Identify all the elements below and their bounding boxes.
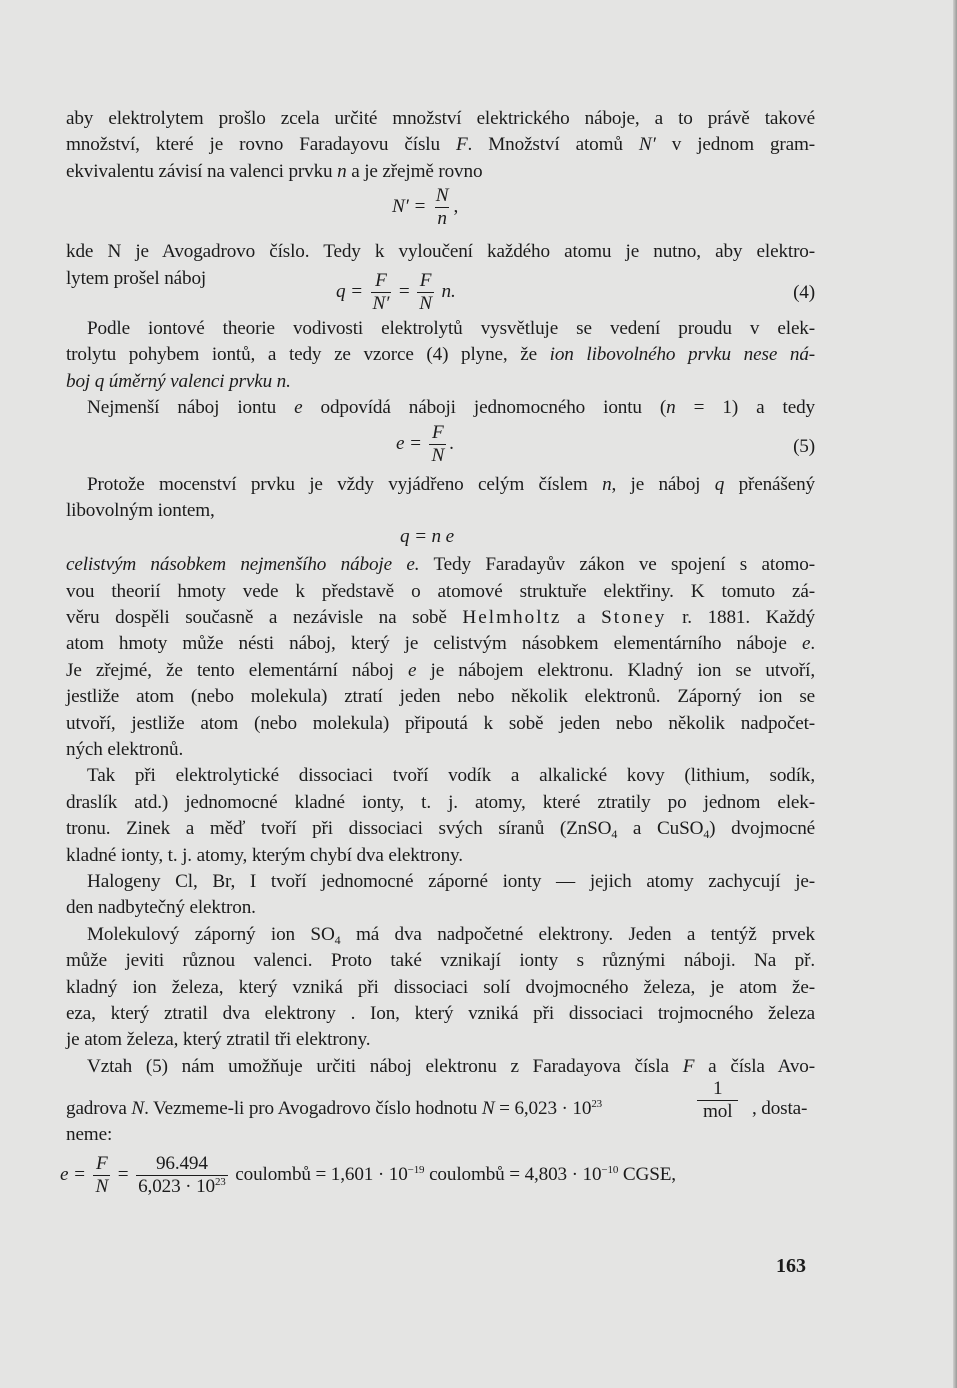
math-var: q bbox=[714, 473, 725, 495]
text-line: eza, který ztratil dva elektrony . Ion, který vzniká při dissociaci trojmocného železa bbox=[66, 1002, 815, 1024]
text-line: Halogeny Cl, Br, I tvoří jednomocné záporné ionty — jejich atomy zachycují je- bbox=[87, 870, 815, 892]
text-line bbox=[66, 552, 815, 578]
equals-sign: = bbox=[117, 1163, 129, 1185]
numerator: 96.494 bbox=[155, 1152, 208, 1174]
text-line: kladný ion železa, který vzniká při dissociaci solí dvojmocného železa, je atom že- bbox=[66, 976, 815, 998]
formula-text: q = n e bbox=[400, 526, 454, 548]
text-run: odpovídá náboji jednomocného iontu ( bbox=[302, 397, 667, 419]
text-line bbox=[66, 472, 815, 498]
text-run: r. 1881. Každý bbox=[666, 607, 815, 629]
subscript: 4 bbox=[334, 932, 341, 947]
text-run: . bbox=[810, 633, 815, 655]
text-run: coulombů = 1,601 · 10 bbox=[230, 1163, 408, 1185]
denominator: N bbox=[95, 1175, 109, 1197]
text-line: lytem prošel náboj bbox=[66, 267, 207, 289]
math-var: n bbox=[337, 160, 347, 182]
text-line bbox=[66, 159, 815, 185]
math-var: F bbox=[682, 1055, 695, 1077]
math-var: n bbox=[602, 473, 612, 495]
equals-sign: = bbox=[398, 280, 410, 302]
text-run: tronu. Zinek a měď tvoří při dissociaci svých síranů (ZnSO bbox=[66, 818, 612, 840]
text-line bbox=[66, 631, 815, 657]
text-run: Tedy Faradayův zákon ve spojení s atomo- bbox=[419, 554, 815, 576]
fraction bbox=[429, 422, 446, 467]
text-run: = 6,023 · 10 bbox=[494, 1098, 592, 1120]
subscript: 4 bbox=[703, 827, 710, 842]
text-run: , je náboj bbox=[611, 473, 715, 495]
text-line: vou theorií hmoty vede k představě o atomové struktuře elektřiny. K tomuto zá- bbox=[66, 580, 815, 602]
formula-n-prime bbox=[66, 185, 815, 239]
text-run: je nábojem elektronu. Kladný ion se utvoří, bbox=[416, 659, 815, 681]
text-line bbox=[66, 605, 815, 631]
formula-tail: . bbox=[449, 432, 454, 454]
text-line: ných elektronů. bbox=[66, 739, 184, 761]
denominator: mol bbox=[697, 1100, 738, 1123]
page-edge-shadow bbox=[953, 0, 957, 1388]
text-line: je atom železa, který ztratil tři elektrony. bbox=[66, 1029, 371, 1051]
formula-lhs: q = bbox=[336, 280, 363, 302]
text-line: Tak při elektrolytické dissociaci tvoří vodík a alkalické kovy (lithium, sodík, bbox=[87, 765, 815, 787]
math-var: N bbox=[481, 1098, 495, 1120]
text-run: má dva nadpočetné elektrony. Jeden a tentýž prvek bbox=[340, 923, 815, 945]
text-run: Molekulový záporný ion SO bbox=[87, 923, 335, 945]
math-var: e bbox=[407, 659, 417, 681]
math-var: N′ bbox=[638, 134, 656, 156]
text-line bbox=[66, 342, 815, 368]
numerator: F bbox=[96, 1152, 108, 1174]
text-line: Podle iontové theorie vodivosti elektrolytů vysvětluje se vedení proudu v elek- bbox=[87, 317, 815, 339]
text-run-group bbox=[66, 1096, 602, 1122]
formula-lhs: e = bbox=[396, 432, 422, 454]
text-line bbox=[66, 1054, 815, 1080]
text-line bbox=[66, 816, 815, 842]
fraction bbox=[371, 270, 392, 315]
text-run: množství, které je rovno Faradayovu číslu bbox=[66, 134, 456, 156]
text-line-with-fraction bbox=[66, 1078, 815, 1123]
text-run: Protože mocenství prvku je vždy vyjádřeno celým číslem bbox=[87, 473, 603, 495]
text-line: aby elektrolytem prošlo zcela určité množství elektrického náboje, a to právě takové bbox=[66, 108, 815, 129]
text-run: coulombů = 4,803 · 10 bbox=[424, 1163, 602, 1185]
text-line bbox=[66, 658, 815, 684]
text-line: draslík atd.) jednomocné kladné ionty, t. j. atomy, které ztratily po jednom elek- bbox=[66, 791, 815, 813]
superscript: 23 bbox=[591, 1098, 603, 1111]
text-run: gadrova bbox=[66, 1098, 132, 1120]
text-line: neme: bbox=[66, 1124, 113, 1146]
numerator: N bbox=[435, 185, 449, 207]
denominator: n bbox=[437, 208, 447, 230]
emphasis-text: celistvým násobkem nejmenšího náboje e. bbox=[66, 554, 420, 576]
text-run: atom hmoty může nésti náboj, který je celistvým násobkem elementárního náboje bbox=[66, 633, 802, 655]
text-line: utvoří, jestliže atom (nebo molekula) připoutá k sobě jeden nebo několik nadpočet- bbox=[66, 712, 815, 734]
superscript: −10 bbox=[601, 1163, 619, 1176]
text-run: Je zřejmé, že tento elementární náboj bbox=[66, 659, 408, 681]
emphasis-text: ion libovolného prvku nese ná- bbox=[549, 344, 815, 366]
text-line bbox=[66, 132, 815, 158]
text-run: , dosta- bbox=[752, 1098, 808, 1120]
text-run: 6,023 · 10 bbox=[138, 1175, 215, 1197]
text-run: . Množství atomů bbox=[467, 134, 639, 156]
fraction-per-mol bbox=[697, 1078, 738, 1123]
denominator: N bbox=[431, 444, 445, 466]
person-name: Stoney bbox=[601, 607, 667, 629]
math-var: F bbox=[455, 134, 468, 156]
text-line: kladné ionty, t. j. atomy, kterým chybí dva elektrony. bbox=[66, 844, 463, 866]
numerator: F bbox=[419, 269, 432, 291]
text-run: věru dospěli současně a nezávisle na sobě bbox=[66, 607, 463, 629]
fraction bbox=[136, 1153, 228, 1198]
person-name: Helmholtz bbox=[462, 607, 562, 629]
formula-lhs: N′ = bbox=[392, 196, 427, 218]
math-var: e bbox=[294, 397, 303, 419]
text-run: = 1) a tedy bbox=[675, 397, 815, 419]
text-run: Nejmenší náboj iontu bbox=[87, 397, 295, 419]
text-run: ekvivalentu závisí na valenci prvku bbox=[66, 160, 338, 182]
text-run: Vztah (5) nám umožňuje určiti náboj elektronu z Faradayova čísla bbox=[87, 1055, 683, 1077]
text-line: jestliže atom (nebo molekula) ztratí jeden nebo několik elektronů. Záporný ion se bbox=[66, 686, 815, 708]
equation-number: (4) bbox=[793, 281, 815, 303]
text-run: ) dvojmocné bbox=[709, 818, 816, 840]
math-var: e bbox=[801, 633, 811, 655]
text-run: trolytu pohybem iontů, a tedy ze vzorce (4) plyne, že bbox=[66, 344, 550, 366]
text-run: a bbox=[561, 607, 602, 629]
text-line: libovolným iontem, bbox=[66, 499, 215, 521]
math-var: n bbox=[666, 397, 676, 419]
superscript: −19 bbox=[407, 1163, 425, 1176]
page-number: 163 bbox=[776, 1255, 806, 1277]
formula-lhs: e = bbox=[60, 1163, 86, 1185]
numerator: 1 bbox=[712, 1078, 723, 1100]
formula-4 bbox=[66, 270, 815, 316]
superscript: 23 bbox=[214, 1175, 226, 1188]
text-run: a CuSO bbox=[617, 818, 704, 840]
denominator: N′ bbox=[372, 292, 390, 314]
equation-number: (5) bbox=[793, 435, 815, 457]
denominator bbox=[136, 1175, 228, 1198]
text-run: . Vezmeme-li pro Avogadrovo číslo hodnotu bbox=[144, 1098, 482, 1120]
text-line: den nadbytečný elektron. bbox=[66, 897, 256, 919]
text-line: může jeviti různou valenci. Proto také vznikají ionty s různými náboji. Na př. bbox=[66, 950, 815, 972]
text-run: v jednom gram- bbox=[655, 134, 816, 156]
fraction bbox=[417, 270, 434, 315]
formula-tail: n. bbox=[441, 280, 456, 302]
math-var: N bbox=[131, 1098, 145, 1120]
formula-q-ne bbox=[66, 524, 815, 552]
text-run: přenášený bbox=[724, 473, 815, 495]
text-line: boj q úměrný valenci prvku n. bbox=[66, 370, 291, 392]
formula-5 bbox=[66, 422, 815, 472]
subscript: 4 bbox=[611, 827, 618, 842]
text-line bbox=[66, 922, 815, 948]
book-page-body bbox=[60, 106, 816, 1203]
numerator: F bbox=[375, 269, 387, 291]
formula-electron-charge bbox=[60, 1152, 815, 1203]
numerator: F bbox=[432, 421, 444, 443]
text-run: CGSE, bbox=[618, 1163, 676, 1185]
fraction bbox=[93, 1153, 110, 1198]
formula-tail: , bbox=[453, 196, 459, 218]
text-line: kde N je Avogadrovo číslo. Tedy k vyloučení každého atomu je nutno, aby elektro- bbox=[66, 241, 815, 263]
fraction bbox=[434, 185, 451, 230]
text-line bbox=[66, 395, 815, 421]
text-run: a čísla Avo- bbox=[694, 1055, 815, 1077]
text-run: a je zřejmě rovno bbox=[346, 160, 483, 182]
denominator: N bbox=[419, 292, 432, 314]
